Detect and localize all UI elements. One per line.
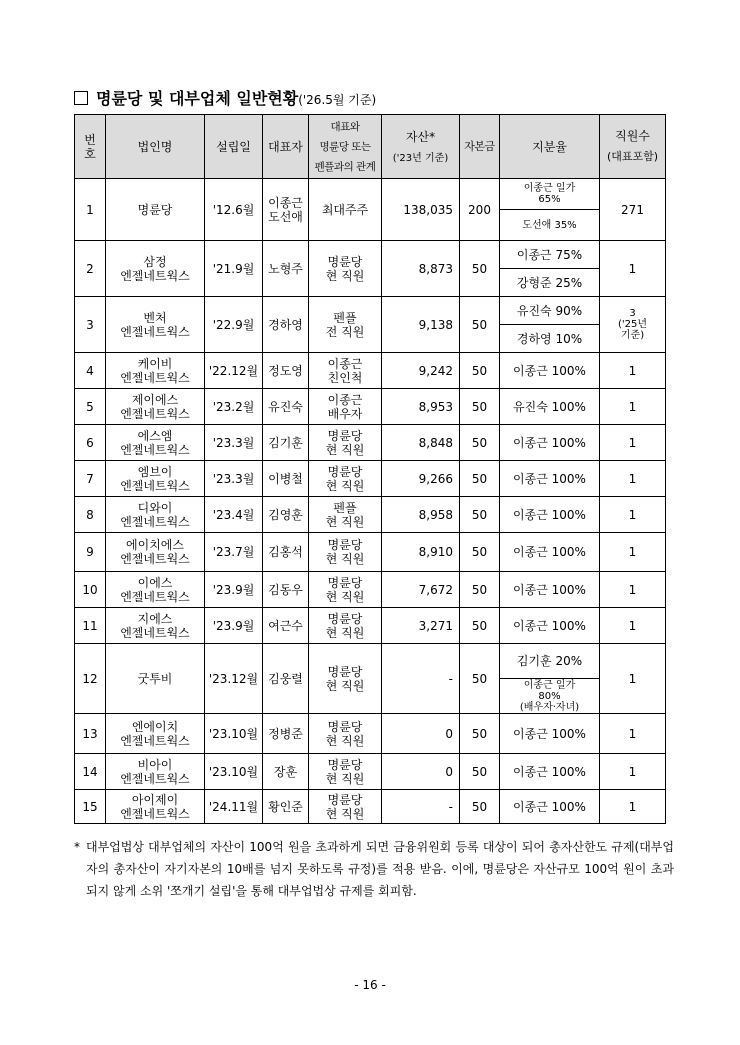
cell-share: 경하영 10% [500, 325, 600, 353]
cell-staff: 1 [600, 790, 666, 824]
cell-share: 강형준 25% [500, 269, 600, 297]
cell-name: 지에스 엔젤네트웍스 [106, 608, 205, 644]
cell-name: 엠브이 엔젤네트웍스 [106, 461, 205, 497]
cell-asset: 138,035 [382, 179, 460, 241]
cell-share: 이종근 100% [500, 353, 600, 389]
cell-staff: 1 [600, 608, 666, 644]
cell-asset: 9,138 [382, 297, 460, 353]
cell-name: 케이비 엔젤네트웍스 [106, 353, 205, 389]
table-row [75, 644, 666, 679]
cell-name: 엔에이치 엔젤네트웍스 [106, 714, 205, 754]
cell-capital: 50 [460, 389, 500, 425]
cell-staff: 1 [600, 572, 666, 608]
cell-no: 10 [75, 572, 106, 608]
cell-asset: 8,953 [382, 389, 460, 425]
cell-asset: 3,271 [382, 608, 460, 644]
cell-no: 4 [75, 353, 106, 389]
table-row [75, 572, 666, 608]
cell-rep: 정도영 [263, 353, 309, 389]
cell-capital: 50 [460, 461, 500, 497]
cell-date: '23.12월 [205, 644, 263, 714]
cell-share: 이종근 일가 80% (배우자·자녀) [500, 679, 600, 714]
cell-date: '12.6월 [205, 179, 263, 241]
footnote-text: 대부업법상 대부업체의 자산이 100억 원을 초과하게 되면 금융위원회 등록 대상이 되어 총자산한도 규제(대부업자의 총자산이 자기자본의 10배를 넘지 못하도록 규정)를 적용 받음. 이에, 명륜당은 자산규모 100억 원이 초과되지 않게 소위 '쪼개기 설립'을 통해 대부업법상 규제를 회피함. [86, 840, 674, 898]
cell-capital: 50 [460, 297, 500, 353]
cell-relation: 이종근 친인척 [309, 353, 382, 389]
cell-date: '23.2월 [205, 389, 263, 425]
cell-no: 1 [75, 179, 106, 241]
cell-share: 유진숙 100% [500, 389, 600, 425]
cell-no: 14 [75, 754, 106, 790]
cell-asset: 8,958 [382, 497, 460, 533]
page-number: - 16 - [354, 978, 386, 992]
cell-relation: 명륜당 현 직원 [309, 425, 382, 461]
table-row [75, 389, 666, 425]
cell-rep: 김영훈 [263, 497, 309, 533]
section-title [74, 86, 376, 109]
cell-share: 이종근 100% [500, 572, 600, 608]
cell-capital: 50 [460, 608, 500, 644]
table-row [75, 754, 666, 790]
cell-relation: 펜플 현 직원 [309, 497, 382, 533]
cell-date: '22.9월 [205, 297, 263, 353]
cell-asset: - [382, 790, 460, 824]
cell-staff: 1 [600, 389, 666, 425]
cell-capital: 50 [460, 790, 500, 824]
header-asset: 자산* ('23년 기준) [382, 115, 460, 179]
cell-no: 11 [75, 608, 106, 644]
cell-staff: 1 [600, 353, 666, 389]
cell-name: 굿투비 [106, 644, 205, 714]
title-main: 명륜당 및 대부업체 일반현황 [96, 89, 299, 108]
cell-capital: 50 [460, 497, 500, 533]
cell-share: 이종근 75% [500, 241, 600, 269]
cell-date: '23.10월 [205, 754, 263, 790]
table-row [75, 461, 666, 497]
title-sub: ('26.5월 기준) [298, 93, 377, 107]
header-relation: 대표와 명륜당 또는 펜플과의 관계 [309, 115, 382, 179]
cell-no: 6 [75, 425, 106, 461]
cell-capital: 50 [460, 572, 500, 608]
table-row [75, 497, 666, 533]
cell-staff: 1 [600, 497, 666, 533]
cell-name: 에스엠 엔젤네트웍스 [106, 425, 205, 461]
cell-date: '22.12월 [205, 353, 263, 389]
table-row [75, 179, 666, 210]
table-row [75, 714, 666, 754]
cell-asset: 8,873 [382, 241, 460, 297]
cell-relation: 명륜당 현 직원 [309, 714, 382, 754]
cell-share: 이종근 100% [500, 533, 600, 572]
checkbox-square-icon [74, 91, 88, 105]
cell-share: 도선애 35% [500, 210, 600, 241]
cell-no: 2 [75, 241, 106, 297]
company-table [74, 114, 666, 824]
cell-rep: 유진숙 [263, 389, 309, 425]
cell-name: 제이에스 엔젤네트웍스 [106, 389, 205, 425]
cell-date: '23.10월 [205, 714, 263, 754]
cell-share: 김기훈 20% [500, 644, 600, 679]
cell-rep: 김기훈 [263, 425, 309, 461]
cell-rep: 장훈 [263, 754, 309, 790]
cell-capital: 50 [460, 425, 500, 461]
cell-staff: 1 [600, 714, 666, 754]
cell-name: 이에스 엔젤네트웍스 [106, 572, 205, 608]
cell-relation: 명륜당 현 직원 [309, 572, 382, 608]
cell-relation: 최대주주 [309, 179, 382, 241]
table-row [75, 533, 666, 572]
cell-share: 이종근 100% [500, 790, 600, 824]
header-capital: 자본금 [460, 115, 500, 179]
cell-relation: 명륜당 현 직원 [309, 644, 382, 714]
cell-capital: 50 [460, 353, 500, 389]
footnote [74, 836, 674, 902]
cell-name: 명륜당 [106, 179, 205, 241]
cell-asset: - [382, 644, 460, 714]
cell-staff: 1 [600, 425, 666, 461]
cell-no: 5 [75, 389, 106, 425]
header-date: 설립일 [205, 115, 263, 179]
table-row [75, 353, 666, 389]
cell-name: 삼정 엔젤네트웍스 [106, 241, 205, 297]
cell-relation: 이종근 배우자 [309, 389, 382, 425]
cell-capital: 50 [460, 241, 500, 297]
cell-date: '23.9월 [205, 572, 263, 608]
cell-staff: 1 [600, 461, 666, 497]
cell-capital: 50 [460, 714, 500, 754]
cell-asset: 0 [382, 754, 460, 790]
table-row [75, 425, 666, 461]
cell-share: 이종근 일가 65% [500, 179, 600, 210]
cell-asset: 0 [382, 714, 460, 754]
table-body [75, 179, 666, 824]
cell-asset: 9,242 [382, 353, 460, 389]
cell-relation: 명륜당 현 직원 [309, 241, 382, 297]
cell-asset: 8,848 [382, 425, 460, 461]
cell-date: '23.3월 [205, 425, 263, 461]
cell-share: 이종근 100% [500, 714, 600, 754]
cell-date: '23.4월 [205, 497, 263, 533]
cell-no: 12 [75, 644, 106, 714]
cell-rep: 김홍석 [263, 533, 309, 572]
footnote-marker: * [74, 840, 80, 854]
cell-name: 디와이 엔젤네트웍스 [106, 497, 205, 533]
table-row [75, 790, 666, 824]
cell-capital: 200 [460, 179, 500, 241]
cell-staff: 1 [600, 241, 666, 297]
cell-rep: 이병철 [263, 461, 309, 497]
cell-asset: 9,266 [382, 461, 460, 497]
cell-name: 에이치에스 엔젤네트웍스 [106, 533, 205, 572]
cell-name: 비아이 엔젤네트웍스 [106, 754, 205, 790]
cell-relation: 명륜당 현 직원 [309, 461, 382, 497]
cell-capital: 50 [460, 754, 500, 790]
table-row [75, 241, 666, 269]
cell-share: 이종근 100% [500, 425, 600, 461]
cell-relation: 명륜당 현 직원 [309, 608, 382, 644]
cell-rep: 김동우 [263, 572, 309, 608]
cell-relation: 명륜당 현 직원 [309, 533, 382, 572]
cell-staff: 1 [600, 644, 666, 714]
cell-no: 7 [75, 461, 106, 497]
header-staff: 직원수 (대표포함) [600, 115, 666, 179]
header-rep: 대표자 [263, 115, 309, 179]
cell-staff: 271 [600, 179, 666, 241]
cell-capital: 50 [460, 533, 500, 572]
cell-relation: 명륜당 현 직원 [309, 754, 382, 790]
cell-no: 13 [75, 714, 106, 754]
cell-staff: 1 [600, 754, 666, 790]
cell-rep: 정병준 [263, 714, 309, 754]
header-name: 법인명 [106, 115, 205, 179]
cell-asset: 7,672 [382, 572, 460, 608]
cell-no: 15 [75, 790, 106, 824]
cell-no: 8 [75, 497, 106, 533]
cell-rep: 이종근 도선애 [263, 179, 309, 241]
table-row [75, 297, 666, 325]
cell-share: 이종근 100% [500, 608, 600, 644]
cell-name: 아이제이 엔젤네트웍스 [106, 790, 205, 824]
table-header-row [75, 115, 666, 179]
table-row [75, 608, 666, 644]
cell-asset: 8,910 [382, 533, 460, 572]
cell-staff: 3 ('25년 기준) [600, 297, 666, 353]
cell-date: '23.9월 [205, 608, 263, 644]
cell-rep: 황인준 [263, 790, 309, 824]
cell-rep: 노형주 [263, 241, 309, 297]
cell-no: 9 [75, 533, 106, 572]
header-no: 번 호 [75, 115, 106, 179]
cell-no: 3 [75, 297, 106, 353]
cell-date: '21.9월 [205, 241, 263, 297]
cell-staff: 1 [600, 533, 666, 572]
cell-capital: 50 [460, 644, 500, 714]
cell-share: 이종근 100% [500, 461, 600, 497]
cell-rep: 김웅렬 [263, 644, 309, 714]
cell-date: '23.7월 [205, 533, 263, 572]
cell-date: '24.11월 [205, 790, 263, 824]
cell-name: 벤처 엔젤네트웍스 [106, 297, 205, 353]
cell-date: '23.3월 [205, 461, 263, 497]
cell-relation: 펜플 전 직원 [309, 297, 382, 353]
cell-share: 이종근 100% [500, 497, 600, 533]
header-share: 지분율 [500, 115, 600, 179]
cell-rep: 경하영 [263, 297, 309, 353]
cell-relation: 명륜당 현 직원 [309, 790, 382, 824]
cell-share: 이종근 100% [500, 754, 600, 790]
cell-share: 유진숙 90% [500, 297, 600, 325]
cell-rep: 여근수 [263, 608, 309, 644]
